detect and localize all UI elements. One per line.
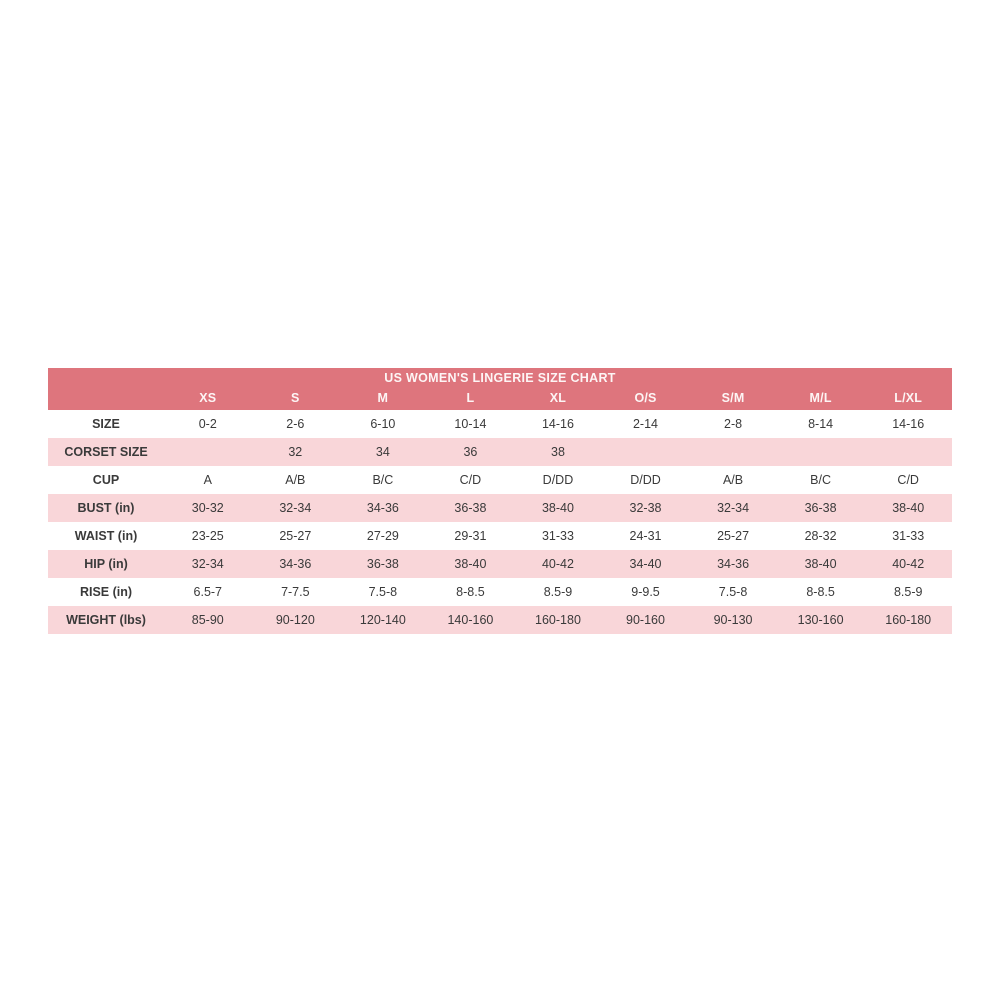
table-cell: 34 xyxy=(375,445,390,459)
table-row xyxy=(48,466,952,494)
table-cell: 32-34 xyxy=(279,501,312,515)
table-cell xyxy=(777,438,865,466)
table-title-row xyxy=(48,368,952,388)
column-header: XL xyxy=(514,388,602,410)
table-cell xyxy=(689,438,777,466)
table-cell: 90-120 xyxy=(275,613,315,627)
table-cell: 31-33 xyxy=(892,529,925,543)
row-label: HIP (in) xyxy=(84,557,128,571)
table-cell: 30-32 xyxy=(191,501,224,515)
table-cell: C/D xyxy=(897,473,919,487)
table-cell xyxy=(164,438,252,466)
table-cell: A/B xyxy=(722,473,744,487)
column-header: S/M xyxy=(689,388,777,410)
table-cell: 8-14 xyxy=(808,417,834,431)
row-label-header-spacer xyxy=(48,388,164,410)
table-cell: 25-27 xyxy=(717,529,750,543)
row-label: WAIST (in) xyxy=(74,529,138,543)
table-cell: 2-14 xyxy=(632,417,659,431)
table-cell: 160-180 xyxy=(885,613,932,627)
table-cell: 28-32 xyxy=(804,529,837,543)
row-label: BUST (in) xyxy=(77,501,135,515)
row-label: CUP xyxy=(92,473,120,487)
table-cell: 36-38 xyxy=(804,501,837,515)
table-cell: 9-9.5 xyxy=(631,585,660,599)
column-header: O/S xyxy=(602,388,690,410)
table-cell: 140-160 xyxy=(447,613,494,627)
table-cell: A/B xyxy=(285,473,306,487)
table-cell: 90-130 xyxy=(713,613,753,627)
table-cell xyxy=(602,438,690,466)
size-chart-table xyxy=(48,368,952,634)
table-cell: B/C xyxy=(810,473,832,487)
table-cell: 34-40 xyxy=(629,557,662,571)
row-label: RISE (in) xyxy=(79,585,133,599)
table-row xyxy=(48,438,952,466)
table-title: US WOMEN'S LINGERIE SIZE CHART xyxy=(48,368,952,388)
column-header: XS xyxy=(164,388,252,410)
table-row xyxy=(48,578,952,606)
table-cell: 8-8.5 xyxy=(456,585,485,599)
table-cell: 130-160 xyxy=(797,613,844,627)
table-cell: 40-42 xyxy=(892,557,925,571)
table-row xyxy=(48,410,952,438)
row-label: SIZE xyxy=(92,417,120,431)
table-cell: 8.5-9 xyxy=(543,585,573,599)
table-cell: 24-31 xyxy=(629,529,662,543)
table-cell: 31-33 xyxy=(541,529,574,543)
column-header: M xyxy=(339,388,427,410)
table-cell: 36-38 xyxy=(366,557,399,571)
table-row xyxy=(48,494,952,522)
table-cell: 34-36 xyxy=(366,501,399,515)
table-cell: 38-40 xyxy=(454,557,487,571)
column-header: M/L xyxy=(777,388,865,410)
table-cell: 38 xyxy=(551,445,565,459)
table-header xyxy=(48,368,952,410)
table-cell: 7.5-8 xyxy=(718,585,748,599)
table-cell: 34-36 xyxy=(279,557,312,571)
table-cell: B/C xyxy=(372,473,394,487)
table-body xyxy=(48,410,952,634)
table-cell: 0-2 xyxy=(198,417,217,431)
table-cell: 85-90 xyxy=(191,613,224,627)
table-cell: 8-8.5 xyxy=(806,585,835,599)
table-cell: 6.5-7 xyxy=(193,585,223,599)
table-cell xyxy=(864,438,952,466)
table-cell: 10-14 xyxy=(454,417,487,431)
table-cell: 120-140 xyxy=(359,613,406,627)
table-cell: 7-7.5 xyxy=(281,585,310,599)
table-cell: 23-25 xyxy=(191,529,224,543)
table-cell: 38-40 xyxy=(804,557,837,571)
table-cell: 14-16 xyxy=(892,417,925,431)
table-cell: 29-31 xyxy=(454,529,487,543)
column-header: L xyxy=(427,388,515,410)
table-cell: 32-38 xyxy=(629,501,662,515)
table-cell: A xyxy=(203,473,212,487)
table-cell: D/DD xyxy=(630,473,661,487)
table-cell: 40-42 xyxy=(541,557,574,571)
table-cell: 34-36 xyxy=(717,557,750,571)
table-cell: 32 xyxy=(288,445,303,459)
table-row xyxy=(48,606,952,634)
table-cell: 7.5-8 xyxy=(368,585,398,599)
table-cell: 90-160 xyxy=(626,613,665,627)
table-cell: 2-8 xyxy=(724,417,743,431)
table-cell: D/DD xyxy=(542,473,574,487)
table-cell: 38-40 xyxy=(892,501,925,515)
table-cell: 8.5-9 xyxy=(893,585,923,599)
column-header: L/XL xyxy=(864,388,952,410)
column-header: S xyxy=(252,388,340,410)
table-cell: 25-27 xyxy=(279,529,312,543)
table-cell: 160-180 xyxy=(535,613,581,627)
column-header-row xyxy=(48,388,952,410)
table-cell: 6-10 xyxy=(370,417,396,431)
table-row xyxy=(48,550,952,578)
table-cell: 36 xyxy=(463,445,478,459)
table-row xyxy=(48,522,952,550)
row-label: CORSET SIZE xyxy=(64,445,148,459)
table-cell: 27-29 xyxy=(366,529,399,543)
table-cell: 32-34 xyxy=(191,557,224,571)
table-cell: 36-38 xyxy=(454,501,487,515)
table-cell: C/D xyxy=(459,473,482,487)
table-cell: 32-34 xyxy=(717,501,750,515)
table-cell: 14-16 xyxy=(541,417,574,431)
table-cell: 2-6 xyxy=(286,417,305,431)
table-cell: 38-40 xyxy=(541,501,574,515)
row-label: WEIGHT (lbs) xyxy=(66,613,146,627)
